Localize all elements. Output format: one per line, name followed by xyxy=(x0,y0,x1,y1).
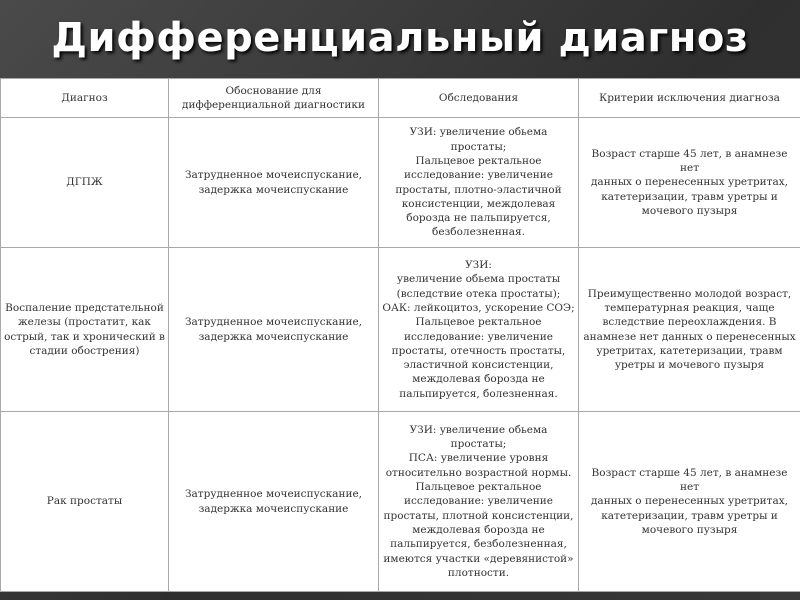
header-rationale: Обоснование для дифференциальной диагностики xyxy=(169,79,379,118)
header-exclusion-criteria: Критерии исключения диагноза xyxy=(579,79,800,118)
examinations-cell: УЗИ: увеличение обьема простаты; ПСА: увеличение уровня относительно возрастной нормы. Пальцевое ректальное исследование: увеличение простаты, плотной консистенции, междолевая борозда не пальпируется, безболезненная, имеются участки «деревянистой» плотности. xyxy=(379,412,579,592)
table-row xyxy=(1,118,800,248)
page-title: Дифференциальный диагноз xyxy=(51,15,749,61)
table-row xyxy=(1,412,800,592)
diagnosis-cell: Воспаление предстательной железы (простатит, как острый, так и хронический в стадии обострения) xyxy=(1,248,169,412)
diagnosis-cell: Рак простаты xyxy=(1,412,169,592)
diagnosis-cell: ДГПЖ xyxy=(1,118,169,248)
exclusion-criteria-cell: Преимущественно молодой возраст, температурная реакция, чаще вследствие переохлаждения. В анамнезе нет данных о перенесенных уретритах, катетеризации, травм уретры и мочевого пузыря xyxy=(579,248,800,412)
table-row xyxy=(1,248,800,412)
examinations-cell: УЗИ: увеличение обьема простаты; Пальцевое ректальное исследование: увеличение простаты, плотно-эластичной консистенции, междолевая борозда не пальпируется, безболезненная. xyxy=(379,118,579,248)
rationale-cell: Затрудненное мочеиспускание, задержка мочеиспускание xyxy=(169,248,379,412)
header-examinations: Обследования xyxy=(379,79,579,118)
rationale-cell: Затрудненное мочеиспускание, задержка мочеиспускание xyxy=(169,118,379,248)
table-header-row xyxy=(1,79,800,118)
exclusion-criteria-cell: Возраст старше 45 лет, в анамнезе нет данных о перенесенных уретритах, катетеризации, травм уретры и мочевого пузыря xyxy=(579,118,800,248)
header-diagnosis: Диагноз xyxy=(1,79,169,118)
differential-diagnosis-table xyxy=(0,78,800,592)
rationale-cell: Затрудненное мочеиспускание, задержка мочеиспускание xyxy=(169,412,379,592)
examinations-cell: УЗИ: увеличение обьема простаты (вследствие отека простаты); ОАК: лейкоцитоз, ускорение СОЭ; Пальцевое ректальное исследование: увеличение простаты, отечность простаты, эластичной консистенции, междолевая борозда не пальпируется, болезненная. xyxy=(379,248,579,412)
exclusion-criteria-cell: Возраст старше 45 лет, в анамнезе нет данных о перенесенных уретритах, катетеризации, травм уретры и мочевого пузыря xyxy=(579,412,800,592)
